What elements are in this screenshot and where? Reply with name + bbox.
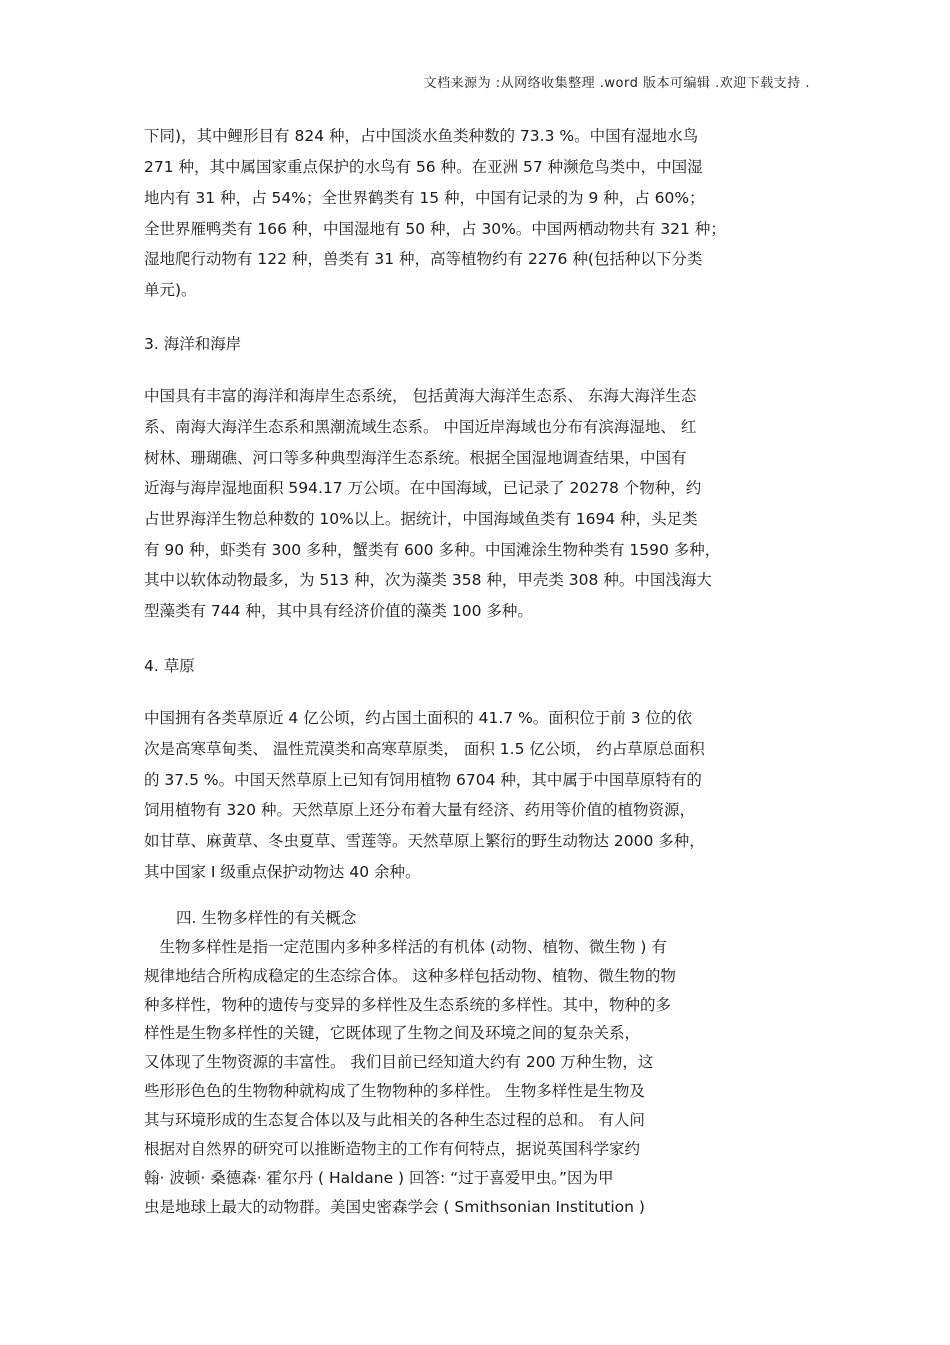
text-line: 有 90 种，虾类有 300 多种，蟹类有 600 多种。中国滩涂生物种类有 1590 多种， <box>144 541 721 559</box>
text-line: 种多样性，物种的遗传与变异的多样性及生态系统的多样性。其中，物种的多 <box>144 996 672 1014</box>
text-line: 样性是生物多样性的关键，它既体现了生物之间及环境之间的复杂关系， <box>144 1024 641 1042</box>
text-line: 又体现了生物资源的丰富性。 我们目前已经知道大约有 200 万种生物，这 <box>144 1053 654 1071</box>
text-line: 系、南海大海洋生态系和黑潮流域生态系。 中国近岸海域也分布有滨海湿地、 红 <box>144 418 697 436</box>
text-line: 其中以软体动物最多，为 513 种，次为藻类 358 种，甲壳类 308 种。中国浅海大 <box>144 571 712 589</box>
text-line: 中国拥有各类草原近 4 亿公顷，约占国土面积的 41.7 %。面积位于前 3 位的依 <box>144 709 693 727</box>
text-line: 如甘草、麻黄草、冬虫夏草、雪莲等。天然草原上繁衍的野生动物达 2000 多种， <box>144 832 705 850</box>
text-line: 根据对自然界的研究可以推断造物主的工作有何特点，据说英国科学家约 <box>144 1140 641 1158</box>
text-line: 271 种，其中属国家重点保护的水鸟有 56 种。在亚洲 57 种濒危鸟类中，中国湿 <box>144 158 703 176</box>
text-line: 规律地结合所构成稳定的生态综合体。 这种多样包括动物、植物、微生物的物 <box>144 967 676 985</box>
text-line: 翰· 波顿· 桑德森· 霍尔丹 ( Haldane ) 回答: “过于喜爱甲虫。”因为甲 <box>144 1169 614 1187</box>
page-header: 文档来源为 :从网络收集整理 .word 版本可编辑 .欢迎下载支持 . <box>423 76 810 91</box>
text-line: 些形形色色的生物物种就构成了生物物种的多样性。 生物多样性是生物及 <box>144 1082 645 1100</box>
text-line: 中国具有丰富的海洋和海岸生态系统， 包括黄海大海洋生态系、 东海大海洋生态 <box>144 387 697 405</box>
text-line: 树林、珊瑚礁、河口等多种典型海洋生态系统。根据全国湿地调查结果，中国有 <box>144 449 687 467</box>
section-heading-ocean: 3. 海洋和海岸 <box>144 335 242 353</box>
text-line: 其中国家 Ⅰ 级重点保护动物达 40 余种。 <box>144 863 421 881</box>
text-line: 其与环境形成的生态复合体以及与此相关的各种生态过程的总和。 有人问 <box>144 1111 645 1129</box>
text-line: 的 37.5 %。中国天然草原上已知有饲用植物 6704 种，其中属于中国草原特有的 <box>144 771 702 789</box>
text-line: 单元)。 <box>144 281 197 299</box>
text-line: 全世界雁鸭类有 166 种，中国湿地有 50 种，占 30%。中国两栖动物共有 321 种； <box>144 220 726 238</box>
text-line: 近海与海岸湿地面积 594.17 万公顷。在中国海域，已记录了 20278 个物种，约 <box>144 479 702 497</box>
text-line: 占世界海洋生物总种数的 10%以上。据统计，中国海域鱼类有 1694 种，头足类 <box>144 510 698 528</box>
text-line: 湿地爬行动物有 122 种，兽类有 31 种，高等植物约有 2276 种(包括种以下分类 <box>144 250 703 268</box>
text-line: 型藻类有 744 种，其中具有经济价值的藻类 100 多种。 <box>144 602 533 620</box>
section-heading-biodiversity: 四. 生物多样性的有关概念 <box>176 909 357 927</box>
text-line: 生物多样性是指一定范围内多种多样活的有机体 (动物、植物、微生物 ) 有 <box>144 938 667 956</box>
text-line: 次是高寒草甸类、 温性荒漠类和高寒草原类， 面积 1.5 亿公顷， 约占草原总面积 <box>144 740 705 758</box>
text-line: 虫是地球上最大的动物群。美国史密森学会 ( Smithsonian Institution ) <box>144 1198 645 1216</box>
text-line: 下同)，其中鲤形目有 824 种，占中国淡水鱼类种数的 73.3 %。中国有湿地水鸟 <box>144 127 699 145</box>
section-heading-grassland: 4. 草原 <box>144 657 195 675</box>
text-line: 地内有 31 种，占 54%；全世界鹤类有 15 种，中国有记录的为 9 种，占 60%； <box>144 189 705 207</box>
text-line: 饲用植物有 320 种。天然草原上还分布着大量有经济、药用等价值的植物资源， <box>144 801 695 819</box>
